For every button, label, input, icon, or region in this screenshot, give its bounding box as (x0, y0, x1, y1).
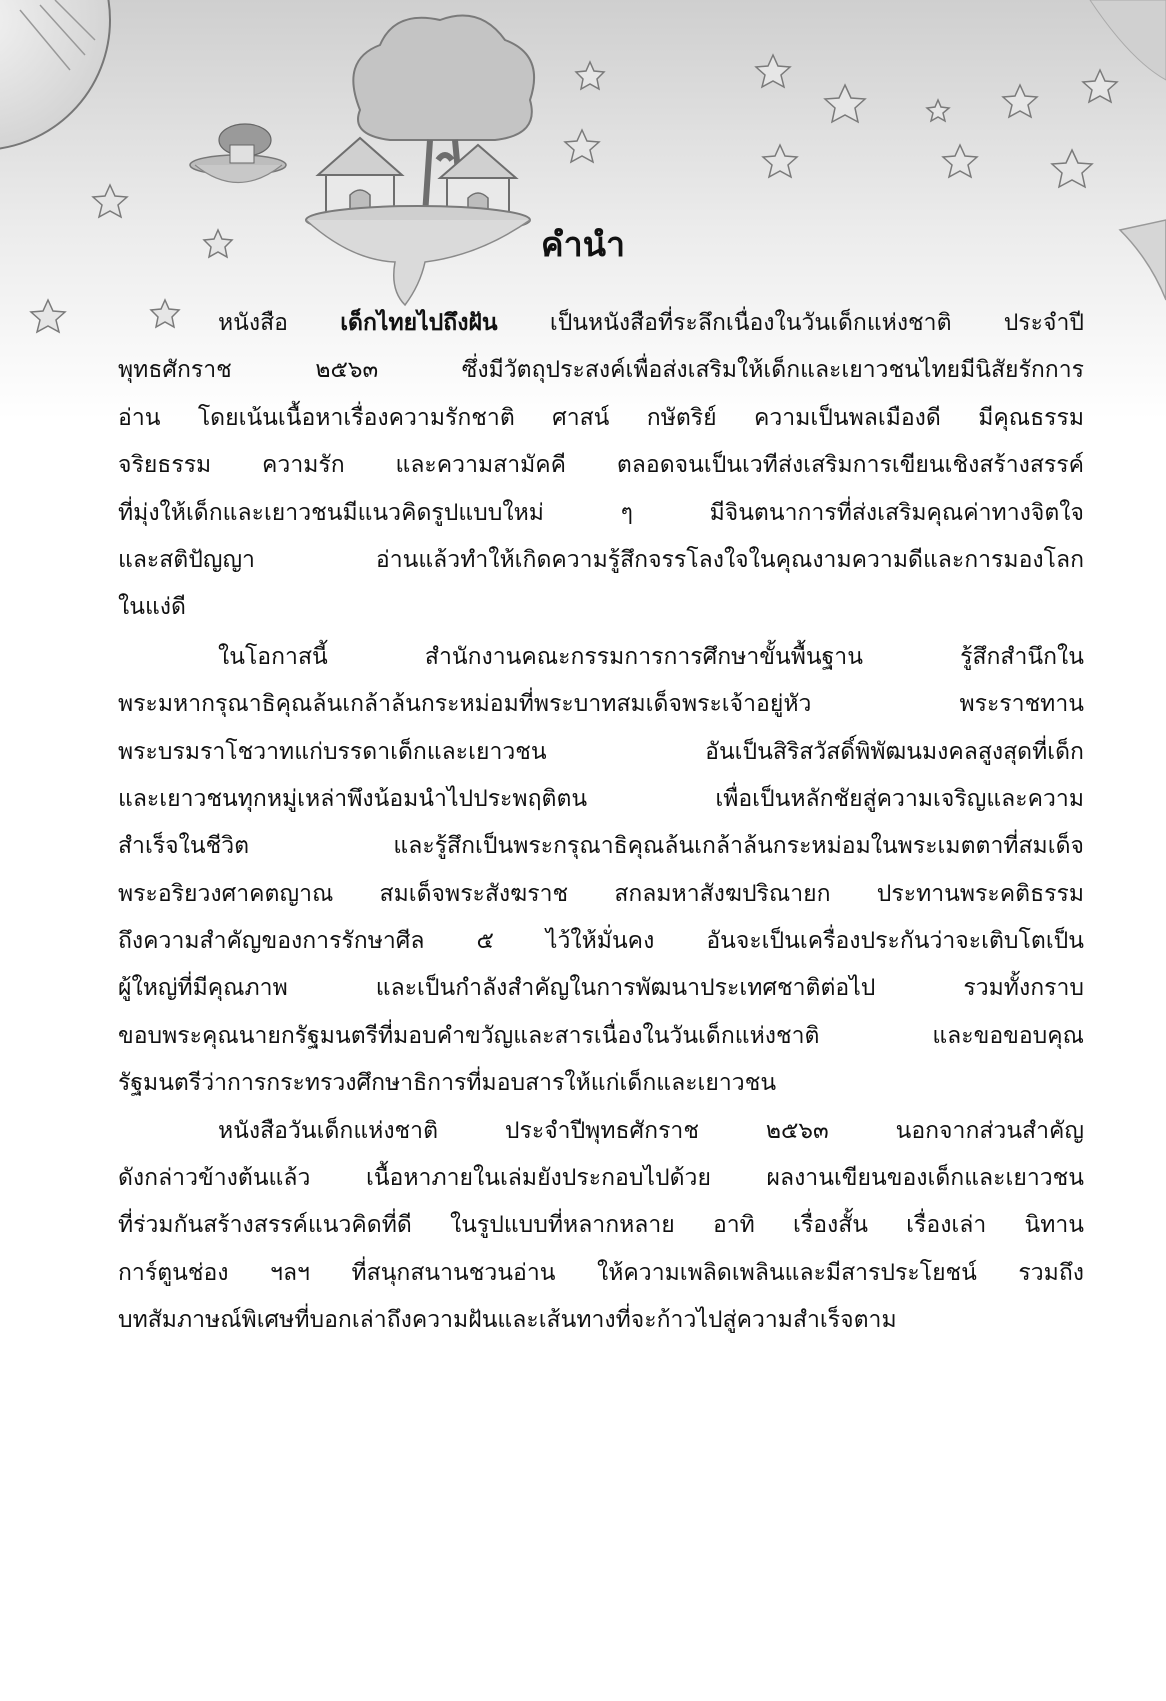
text-line: ในโอกาสนี้ สำนักงานคณะกรรมการการศึกษาขั้นพื้นฐาน รู้สึกสำนึกใน (218, 643, 1084, 670)
text-segment: เป็นหนังสือที่ระลึกเนื่องในวันเด็กแห่งชาติ ประจำปี (497, 310, 1084, 336)
text-line: จริยธรรม ความรัก และความสามัคคี ตลอดจนเป็นเวทีส่งเสริมการเขียนเชิงสร้างสรรค์ (118, 452, 1084, 479)
text-line: บทสัมภาษณ์พิเศษที่บอกเล่าถึงความฝันและเส้นทางที่จะก้าวไปสู่ความสำเร็จตาม (118, 1307, 897, 1334)
text-line: รัฐมนตรีว่าการกระทรวงศึกษาธิการที่มอบสารให้แก่เด็กและเยาวชน (118, 1070, 777, 1097)
text-line: ในแง่ดี (118, 594, 186, 621)
text-line: พระบรมราโชวาทแก่บรรดาเด็กและเยาวชน อันเป็นสิริสวัสดิ์พิพัฒนมงคลสูงสุดที่เด็ก (118, 738, 1084, 765)
text-line: พระมหากรุณาธิคุณล้นเกล้าล้นกระหม่อมที่พระบาทสมเด็จพระเจ้าอยู่หัว พระราชทาน (118, 691, 1084, 718)
text-line: อ่าน โดยเน้นเนื้อหาเรื่องความรักชาติ ศาสน์ กษัตริย์ ความเป็นพลเมืองดี มีคุณธรรม (118, 404, 1084, 431)
text-line (118, 300, 1084, 347)
text-line: และเยาวชนทุกหมู่เหล่าพึงน้อมนำไปประพฤติตน เพื่อเป็นหลักชัยสู่ความเจริญและความ (118, 785, 1084, 812)
text-line: ที่มุ่งให้เด็กและเยาวชนมีแนวคิดรูปแบบใหม่ ๆ มีจินตนาการที่ส่งเสริมคุณค่าทางจิตใจ (118, 499, 1084, 526)
paragraph-2 (118, 634, 1084, 1108)
text-line: ขอบพระคุณนายกรัฐมนตรีที่มอบคำขวัญและสารเนื่องในวันเด็กแห่งชาติ และขอขอบคุณ (118, 1022, 1084, 1049)
text-line: พุทธศักราช ๒๕๖๓ ซึ่งมีวัตถุประสงค์เพื่อส่งเสริมให้เด็กและเยาวชนไทยมีนิสัยรักการ (118, 357, 1084, 384)
page-title: คำนำ (540, 225, 626, 265)
text-line: พระอริยวงศาคตญาณ สมเด็จพระสังฆราช สกลมหาสังฆปริณายก ประทานพระคติธรรม (118, 880, 1084, 907)
paragraph-1 (118, 300, 1084, 632)
text-line: สำเร็จในชีวิต และรู้สึกเป็นพระกรุณาธิคุณล้นเกล้าล้นกระหม่อมในพระเมตตาที่สมเด็จ (118, 833, 1084, 860)
text-line: ผู้ใหญ่ที่มีคุณภาพ และเป็นกำลังสำคัญในการพัฒนาประเทศชาติต่อไป รวมทั้งกราบ (118, 975, 1084, 1002)
paragraph-3 (118, 1108, 1084, 1345)
text-line: และสติปัญญา อ่านแล้วทำให้เกิดความรู้สึกจรรโลงใจในคุณงามความดีและการมองโลก (118, 546, 1084, 573)
foreword-body (118, 300, 1084, 1345)
text-segment: หนังสือ (218, 310, 341, 336)
text-line: หนังสือวันเด็กแห่งชาติ ประจำปีพุทธศักราช ๒๕๖๓ นอกจากส่วนสำคัญ (218, 1117, 1084, 1144)
book-title-bold: เด็กไทยไปถึงฝัน (340, 310, 498, 336)
text-line: การ์ตูนช่อง ฯลฯ ที่สนุกสนานชวนอ่าน ให้ความเพลิดเพลินและมีสารประโยชน์ รวมถึง (118, 1259, 1084, 1286)
text-line: ที่ร่วมกันสร้างสรรค์แนวคิดที่ดี ในรูปแบบที่หลากหลาย อาทิ เรื่องสั้น เรื่องเล่า นิทาน (118, 1212, 1084, 1239)
text-line: ถึงความสำคัญของการรักษาศีล ๕ ไว้ให้มั่นคง อันจะเป็นเครื่องประกันว่าจะเติบโตเป็น (118, 928, 1084, 955)
text-line: ดังกล่าวข้างต้นแล้ว เนื้อหาภายในเล่มยังประกอบไปด้วย ผลงานเขียนของเด็กและเยาวชน (118, 1165, 1084, 1192)
